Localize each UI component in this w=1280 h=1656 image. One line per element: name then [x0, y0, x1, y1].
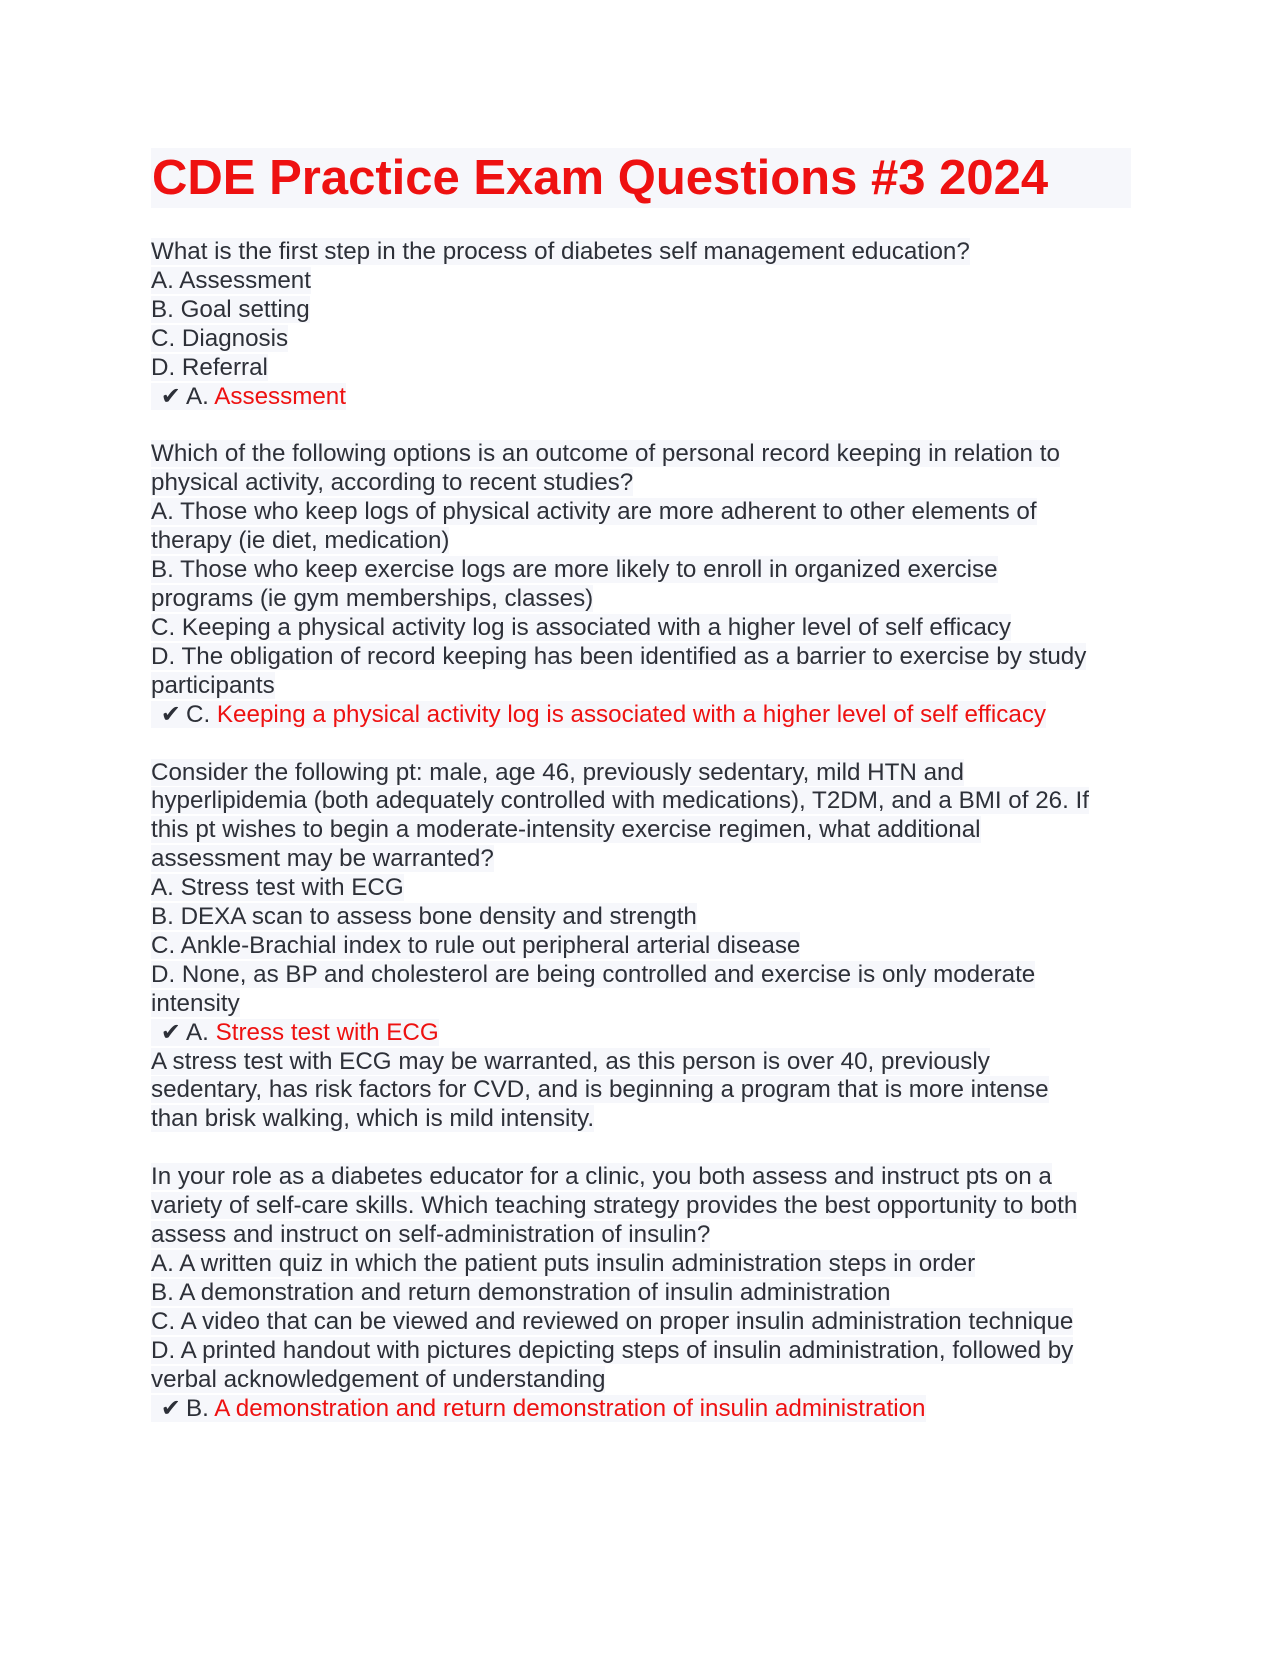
answer-option-line-text: A. Those who keep logs of physical activity are more adherent to other elements of [151, 498, 1037, 526]
question-stem-line [151, 845, 1131, 874]
answer-option-line [151, 932, 1131, 961]
checkmark-icon: ✔ [160, 700, 181, 728]
correct-answer [151, 383, 1131, 412]
question-stem-line [151, 1192, 1131, 1221]
answer-option-line-text: D. A printed handout with pictures depicting steps of insulin administration, followed by [151, 1336, 1074, 1364]
answer-option-line [151, 1366, 1131, 1395]
answer-option-line [151, 325, 1131, 354]
question-stem-line [151, 1221, 1131, 1250]
correct-answer-letter: C. [186, 700, 211, 728]
answer-option-line [151, 961, 1131, 990]
answer-explanation-line-text: than brisk walking, which is mild intensity. [151, 1105, 595, 1133]
answer-option-line [151, 903, 1131, 932]
answer-option-line-text: B. DEXA scan to assess bone density and strength [151, 903, 697, 931]
question-block [151, 759, 1131, 1135]
answer-option-line-text: A. Stress test with ECG [151, 874, 404, 902]
answer-option-line-text: B. Those who keep exercise logs are more likely to enroll in organized exercise [151, 556, 998, 584]
question-stem-line [151, 440, 1131, 469]
correct-answer-highlight [151, 701, 1046, 728]
correct-answer-letter: B. [186, 1394, 209, 1422]
correct-answer-letter: A. [186, 1018, 209, 1046]
correct-answer [151, 701, 1131, 730]
answer-option-line-text: D. None, as BP and cholesterol are being controlled and exercise is only moderate [151, 960, 1036, 988]
answer-explanation-line [151, 1076, 1131, 1105]
correct-answer-text: Keeping a physical activity log is associated with a higher level of self efficacy [216, 700, 1047, 728]
answer-explanation-line-text: sedentary, has risk factors for CVD, and is beginning a program that is more intense [151, 1076, 1049, 1104]
question-stem-line [151, 816, 1131, 845]
question-stem-line-text: assess and instruct on self-administration of insulin? [151, 1221, 711, 1249]
correct-answer-text: Assessment [214, 382, 346, 410]
correct-answer-text: Stress test with ECG [215, 1018, 439, 1046]
answer-option-line [151, 1279, 1131, 1308]
answer-option-line [151, 990, 1131, 1019]
checkmark-icon: ✔ [160, 1018, 181, 1046]
question-stem-line-text: physical activity, according to recent studies? [151, 469, 634, 497]
answer-option-line [151, 1337, 1131, 1366]
correct-answer-highlight [151, 1019, 439, 1046]
answer-option-line-text: B. Goal setting [151, 295, 310, 323]
answer-option-line-text: programs (ie gym memberships, classes) [151, 584, 594, 612]
answer-explanation-line [151, 1048, 1131, 1077]
document-page [151, 148, 1131, 1452]
document-title: CDE Practice Exam Questions #3 2024 [151, 148, 1131, 208]
answer-option-line [151, 498, 1131, 527]
question-block [151, 1163, 1131, 1423]
answer-option-line [151, 556, 1131, 585]
answer-option-line [151, 354, 1131, 383]
answer-option-line-text: C. A video that can be viewed and reviewed on proper insulin administration technique [151, 1307, 1074, 1335]
answer-option-line-text: participants [151, 671, 275, 699]
correct-answer [151, 1019, 1131, 1048]
question-stem-line-text: hyperlipidemia (both adequately controlled with medications), T2DM, and a BMI of 26. If [151, 787, 1089, 815]
answer-option-line-text: therapy (ie diet, medication) [151, 527, 450, 555]
answer-option-line-text: C. Keeping a physical activity log is associated with a higher level of self efficacy [151, 613, 1011, 641]
correct-answer-highlight [151, 383, 346, 410]
correct-answer-text: A demonstration and return demonstration of insulin administration [214, 1394, 926, 1422]
answer-option-line-text: C. Diagnosis [151, 324, 289, 352]
answer-option-line-text: intensity [151, 989, 240, 1017]
answer-option-line [151, 1308, 1131, 1337]
answer-option-line [151, 267, 1131, 296]
answer-option-line-text: D. The obligation of record keeping has been identified as a barrier to exercise by study [151, 642, 1087, 670]
question-block [151, 238, 1131, 411]
question-stem-line-text: What is the first step in the process of diabetes self management education? [151, 238, 970, 265]
question-stem-line-text: In your role as a diabetes educator for a clinic, you both assess and instruct pts on a [151, 1163, 1052, 1191]
question-list [151, 238, 1131, 1423]
answer-explanation-line [151, 1105, 1131, 1134]
answer-option-line-text: C. Ankle-Brachial index to rule out peripheral arterial disease [151, 931, 801, 959]
answer-option-line [151, 614, 1131, 643]
answer-option-line [151, 527, 1131, 556]
question-stem-line [151, 469, 1131, 498]
answer-option-line [151, 585, 1131, 614]
answer-option-line [151, 874, 1131, 903]
question-stem-line-text: this pt wishes to begin a moderate-intensity exercise regimen, what additional [151, 816, 981, 844]
question-stem-line [151, 759, 1131, 788]
question-stem-line-text: Consider the following pt: male, age 46, previously sedentary, mild HTN and [151, 758, 964, 786]
answer-option-line [151, 672, 1131, 701]
answer-option-line-text: A. A written quiz in which the patient puts insulin administration steps in order [151, 1250, 976, 1277]
question-stem-line [151, 238, 1131, 267]
correct-answer-highlight [151, 1395, 926, 1422]
answer-explanation-line-text: A stress test with ECG may be warranted, as this person is over 40, previously [151, 1047, 990, 1075]
checkmark-icon: ✔ [160, 382, 181, 410]
correct-answer [151, 1395, 1131, 1424]
answer-option-line-text: B. A demonstration and return demonstration of insulin administration [151, 1278, 891, 1306]
answer-option-line [151, 1250, 1131, 1279]
checkmark-icon: ✔ [160, 1394, 181, 1422]
question-block [151, 440, 1131, 729]
answer-option-line-text: verbal acknowledgement of understanding [151, 1365, 606, 1393]
answer-option-line-text: D. Referral [151, 353, 268, 381]
question-stem-line-text: assessment may be warranted? [151, 845, 494, 873]
question-stem-line-text: variety of self-care skills. Which teaching strategy provides the best opportunity to both [151, 1192, 1078, 1220]
question-stem-line [151, 1163, 1131, 1192]
answer-option-line [151, 296, 1131, 325]
question-stem-line [151, 787, 1131, 816]
correct-answer-letter: A. [186, 382, 209, 410]
question-stem-line-text: Which of the following options is an outcome of personal record keeping in relation to [151, 440, 1060, 468]
answer-option-line-text: A. Assessment [151, 266, 311, 294]
answer-option-line [151, 643, 1131, 672]
